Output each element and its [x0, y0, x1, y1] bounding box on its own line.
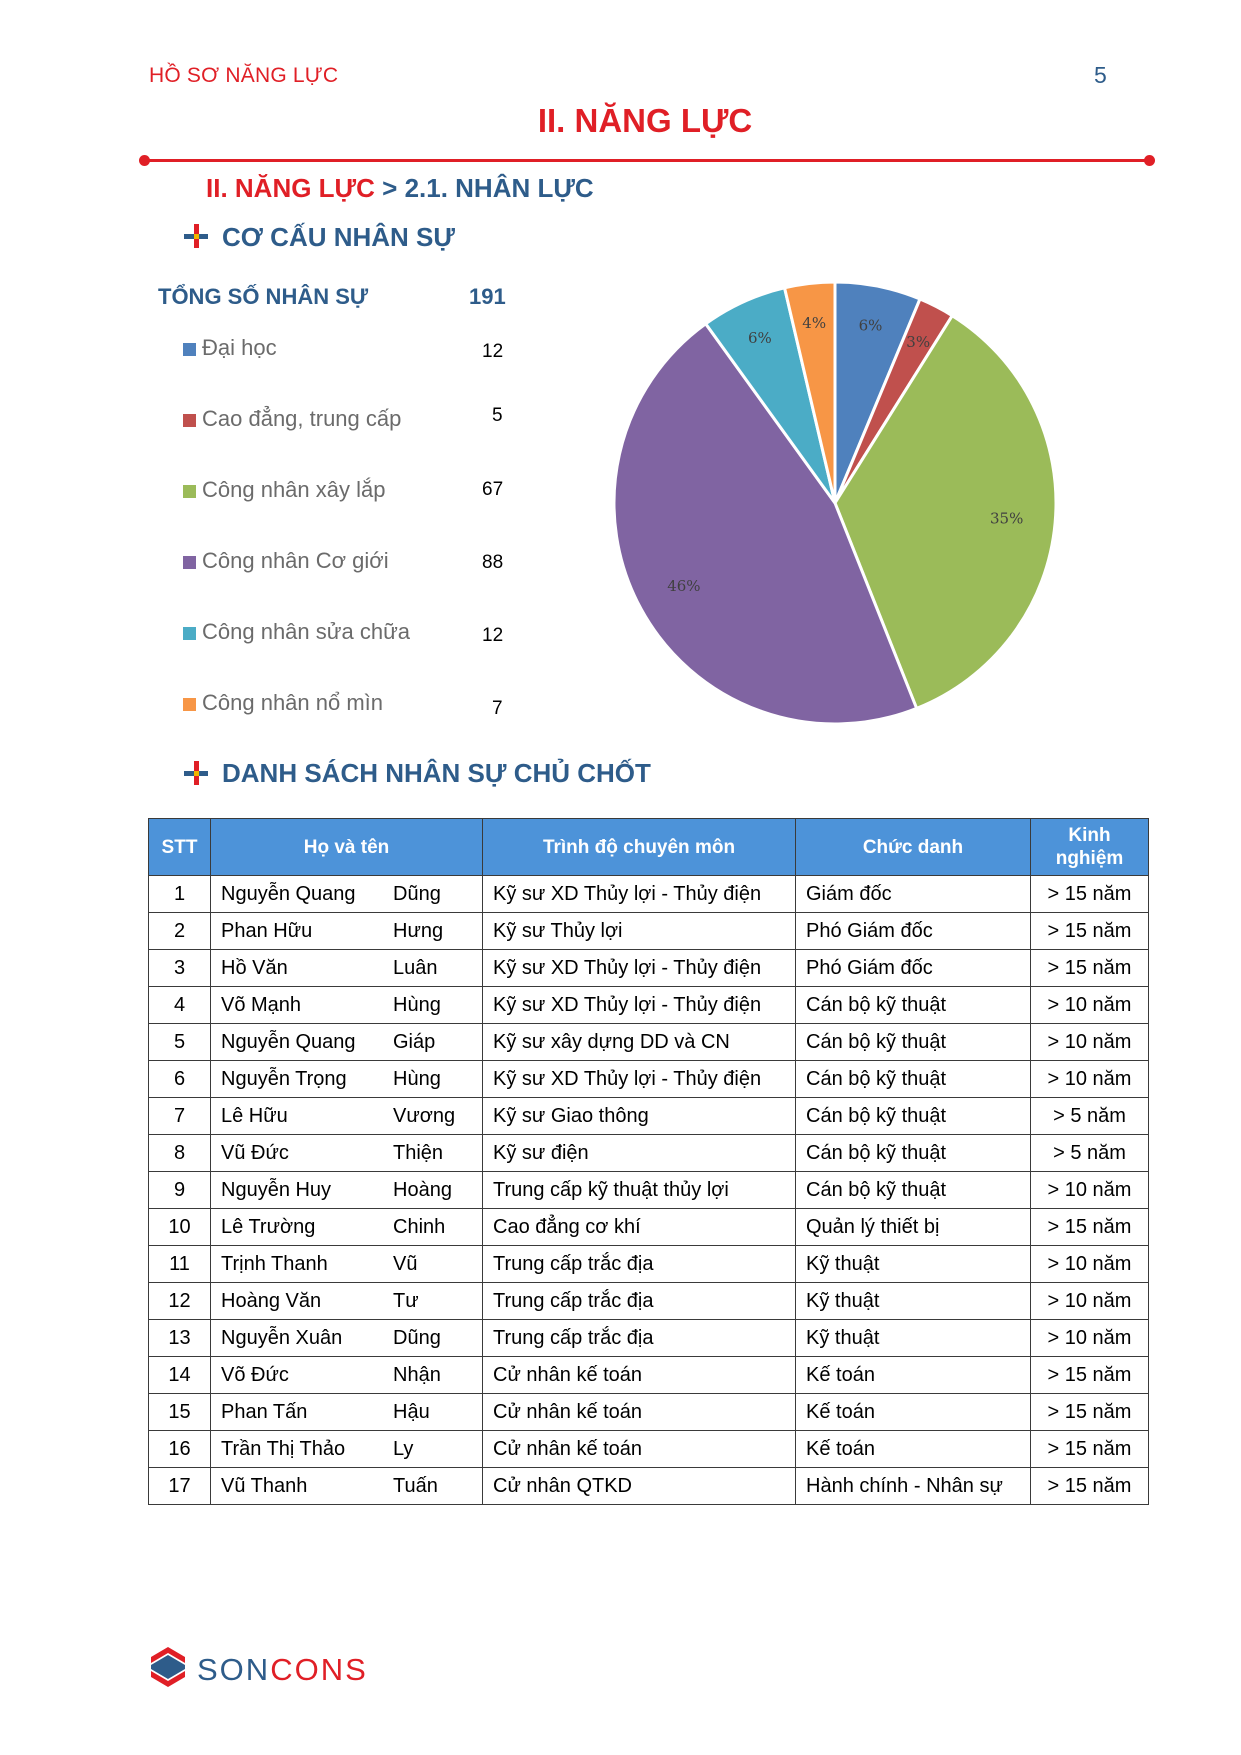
- legend-swatch: [183, 343, 196, 356]
- legend-swatch: [183, 485, 196, 498]
- name-first: Nguyễn Trọng: [221, 1067, 347, 1090]
- column-header: Trình độ chuyên môn: [483, 819, 796, 876]
- table-row: [149, 1394, 1149, 1431]
- cell-experience: > 5 năm: [1031, 1135, 1149, 1172]
- cell-qualification: Cử nhân kế toán: [483, 1431, 796, 1468]
- table-row: [149, 913, 1149, 950]
- soncons-logo-icon: [149, 1645, 187, 1689]
- name-last: Luân: [393, 956, 438, 979]
- legend-count: 12: [482, 341, 504, 362]
- cell-stt: 3: [149, 950, 211, 987]
- structure-heading: CƠ CẤU NHÂN SỰ: [222, 222, 455, 252]
- cell-title: Cán bộ kỹ thuật: [796, 1172, 1031, 1209]
- cell-stt: 8: [149, 1135, 211, 1172]
- cell-name: [211, 876, 483, 913]
- total-staff-value: 191: [469, 284, 506, 309]
- cell-experience: > 10 năm: [1031, 987, 1149, 1024]
- cell-qualification: Kỹ sư XD Thủy lợi - Thủy điện: [483, 1061, 796, 1098]
- section-bullet-icon: [184, 761, 208, 785]
- name-first: Lê Trường: [221, 1215, 316, 1238]
- cell-qualification: Cử nhân kế toán: [483, 1357, 796, 1394]
- rule-right-dot: [1144, 155, 1155, 166]
- table-row: [149, 1209, 1149, 1246]
- name-last: Dũng: [393, 1326, 441, 1349]
- table-row: [149, 1061, 1149, 1098]
- cell-title: Cán bộ kỹ thuật: [796, 987, 1031, 1024]
- cell-experience: > 10 năm: [1031, 1024, 1149, 1061]
- legend-label: Đại học: [202, 335, 277, 360]
- name-first: Lê Hữu: [221, 1104, 288, 1127]
- cell-qualification: Kỹ sư XD Thủy lợi - Thủy điện: [483, 987, 796, 1024]
- breadcrumb-section: II. NĂNG LỰC: [206, 173, 375, 203]
- cell-name: [211, 1135, 483, 1172]
- name-first: Hoàng Văn: [221, 1289, 322, 1312]
- name-first: Vũ Đức: [221, 1141, 289, 1164]
- soncons-logo-text: [197, 1652, 368, 1688]
- cell-title: Cán bộ kỹ thuật: [796, 1024, 1031, 1061]
- column-header: Họ và tên: [211, 819, 483, 876]
- cell-title: Kế toán: [796, 1357, 1031, 1394]
- cell-experience: > 10 năm: [1031, 1320, 1149, 1357]
- cell-name: [211, 1283, 483, 1320]
- pie-data-label: 3%: [906, 333, 931, 352]
- table-header-row: [149, 819, 1149, 876]
- legend-label: Công nhân xây lắp: [202, 477, 386, 502]
- cell-title: Kỹ thuật: [796, 1246, 1031, 1283]
- total-staff-label: TỔNG SỐ NHÂN SỰ: [158, 284, 369, 309]
- cell-qualification: Kỹ sư Giao thông: [483, 1098, 796, 1135]
- cell-qualification: Kỹ sư xây dựng DD và CN: [483, 1024, 796, 1061]
- table-row: [149, 987, 1149, 1024]
- legend-count: 12: [482, 625, 504, 646]
- cell-stt: 16: [149, 1431, 211, 1468]
- cell-stt: 12: [149, 1283, 211, 1320]
- breadcrumb-subsection: 2.1. NHÂN LỰC: [404, 173, 594, 203]
- cell-stt: 9: [149, 1172, 211, 1209]
- cell-qualification: Kỹ sư điện: [483, 1135, 796, 1172]
- name-last: Hưng: [393, 919, 444, 942]
- cell-stt: 1: [149, 876, 211, 913]
- cell-stt: 11: [149, 1246, 211, 1283]
- name-last: Hùng: [393, 1067, 441, 1090]
- legend-count: 67: [482, 479, 504, 500]
- cell-experience: > 15 năm: [1031, 1394, 1149, 1431]
- pie-data-label: 4%: [802, 313, 827, 332]
- legend-swatch: [183, 698, 196, 711]
- cell-name: [211, 1098, 483, 1135]
- name-last: Chinh: [393, 1215, 446, 1238]
- page-number: 5: [1094, 62, 1107, 88]
- cell-title: Kế toán: [796, 1431, 1031, 1468]
- table-row: [149, 1024, 1149, 1061]
- cell-name: [211, 987, 483, 1024]
- name-first: Võ Đức: [221, 1363, 289, 1386]
- page-title: II. NĂNG LỰC: [537, 102, 753, 139]
- cell-name: [211, 1061, 483, 1098]
- cell-stt: 17: [149, 1468, 211, 1505]
- cell-name: [211, 913, 483, 950]
- cell-experience: > 15 năm: [1031, 1431, 1149, 1468]
- cell-stt: 10: [149, 1209, 211, 1246]
- logo-text-son: SON: [197, 1652, 271, 1687]
- cell-name: [211, 1024, 483, 1061]
- pie-data-label: 46%: [667, 576, 701, 595]
- cell-qualification: Cử nhân kế toán: [483, 1394, 796, 1431]
- cell-qualification: Trung cấp trắc địa: [483, 1320, 796, 1357]
- cell-title: Phó Giám đốc: [796, 950, 1031, 987]
- name-first: Hồ Văn: [221, 956, 288, 979]
- legend-swatch: [183, 627, 196, 640]
- logo-text-cons: CONS: [270, 1652, 368, 1687]
- cell-experience: > 15 năm: [1031, 1357, 1149, 1394]
- cell-title: Cán bộ kỹ thuật: [796, 1135, 1031, 1172]
- cell-qualification: Cử nhân QTKD: [483, 1468, 796, 1505]
- legend-count: 5: [492, 405, 503, 426]
- name-last: Dũng: [393, 882, 441, 905]
- cell-name: [211, 1394, 483, 1431]
- cell-title: Kế toán: [796, 1394, 1031, 1431]
- staff-pie-chart: [600, 268, 1070, 738]
- document-label: HỒ SƠ NĂNG LỰC: [149, 64, 339, 87]
- cell-qualification: Kỹ sư XD Thủy lợi - Thủy điện: [483, 876, 796, 913]
- name-last: Hoàng: [393, 1178, 452, 1201]
- name-last: Tuấn: [393, 1474, 438, 1497]
- cell-name: [211, 1320, 483, 1357]
- name-last: Tư: [393, 1289, 419, 1312]
- cell-title: Cán bộ kỹ thuật: [796, 1098, 1031, 1135]
- legend-label: Công nhân nổ mìn: [202, 690, 384, 715]
- table-row: [149, 1320, 1149, 1357]
- name-last: Nhận: [393, 1363, 441, 1386]
- cell-name: [211, 1172, 483, 1209]
- cell-experience: > 10 năm: [1031, 1172, 1149, 1209]
- cell-qualification: Kỹ sư Thủy lợi: [483, 913, 796, 950]
- cell-qualification: Trung cấp kỹ thuật thủy lợi: [483, 1172, 796, 1209]
- cell-stt: 15: [149, 1394, 211, 1431]
- cell-experience: > 10 năm: [1031, 1061, 1149, 1098]
- legend-count: 88: [482, 552, 504, 573]
- pie-data-label: 35%: [990, 509, 1024, 528]
- name-last: Hậu: [393, 1400, 430, 1423]
- section-bullet-icon: [184, 224, 208, 248]
- legend-swatch: [183, 556, 196, 569]
- name-first: Phan Tấn: [221, 1400, 308, 1423]
- cell-experience: > 15 năm: [1031, 950, 1149, 987]
- key-staff-heading: DANH SÁCH NHÂN SỰ CHỦ CHỐT: [222, 758, 651, 788]
- name-first: Nguyễn Quang: [221, 882, 356, 905]
- name-last: Vương: [393, 1104, 456, 1127]
- cell-name: [211, 1357, 483, 1394]
- table-row: [149, 1468, 1149, 1505]
- table-row: [149, 1098, 1149, 1135]
- name-first: Nguyễn Quang: [221, 1030, 356, 1053]
- cell-stt: 6: [149, 1061, 211, 1098]
- table-row: [149, 1283, 1149, 1320]
- pie-data-label: 6%: [747, 329, 772, 348]
- legend-label: Cao đẳng, trung cấp: [202, 406, 402, 431]
- cell-stt: 7: [149, 1098, 211, 1135]
- cell-stt: 13: [149, 1320, 211, 1357]
- cell-name: [211, 950, 483, 987]
- table-row: [149, 1431, 1149, 1468]
- cell-name: [211, 1209, 483, 1246]
- table-row: [149, 1135, 1149, 1172]
- cell-title: Kỹ thuật: [796, 1320, 1031, 1357]
- column-header: Kinh nghiệm: [1031, 819, 1149, 876]
- name-first: Vũ Thanh: [221, 1474, 308, 1497]
- cell-stt: 14: [149, 1357, 211, 1394]
- table-row: [149, 1246, 1149, 1283]
- legend-swatch: [183, 414, 196, 427]
- name-first: Trịnh Thanh: [221, 1252, 328, 1275]
- cell-qualification: Cao đẳng cơ khí: [483, 1209, 796, 1246]
- cell-name: [211, 1246, 483, 1283]
- cell-experience: > 15 năm: [1031, 913, 1149, 950]
- cell-experience: > 15 năm: [1031, 876, 1149, 913]
- name-first: Phan Hữu: [221, 919, 313, 942]
- name-last: Thiện: [393, 1141, 444, 1164]
- cell-title: Cán bộ kỹ thuật: [796, 1061, 1031, 1098]
- cell-title: Quản lý thiết bị: [796, 1209, 1031, 1246]
- column-header: Chức danh: [796, 819, 1031, 876]
- pie-data-label: 6%: [858, 316, 883, 335]
- name-last: Ly: [393, 1437, 414, 1460]
- cell-title: Hành chính - Nhân sự: [796, 1468, 1031, 1505]
- cell-title: Giám đốc: [796, 876, 1031, 913]
- name-first: Võ Mạnh: [221, 993, 302, 1016]
- table-row: [149, 1357, 1149, 1394]
- legend-label: Công nhân sửa chữa: [202, 619, 411, 644]
- cell-qualification: Kỹ sư XD Thủy lợi - Thủy điện: [483, 950, 796, 987]
- name-last: Vũ: [393, 1252, 418, 1275]
- name-first: Nguyễn Huy: [221, 1178, 332, 1201]
- title-divider: [145, 159, 1150, 162]
- name-first: Nguyễn Xuân: [221, 1326, 343, 1349]
- breadcrumb-separator: >: [382, 173, 398, 203]
- name-last: Hùng: [393, 993, 441, 1016]
- cell-stt: 5: [149, 1024, 211, 1061]
- cell-name: [211, 1431, 483, 1468]
- column-header: STT: [149, 819, 211, 876]
- key-staff-table: [148, 818, 1149, 1505]
- cell-experience: > 15 năm: [1031, 1468, 1149, 1505]
- cell-experience: > 10 năm: [1031, 1283, 1149, 1320]
- cell-name: [211, 1468, 483, 1505]
- cell-stt: 4: [149, 987, 211, 1024]
- table-row: [149, 1172, 1149, 1209]
- cell-experience: > 15 năm: [1031, 1209, 1149, 1246]
- cell-title: Phó Giám đốc: [796, 913, 1031, 950]
- cell-experience: > 10 năm: [1031, 1246, 1149, 1283]
- cell-qualification: Trung cấp trắc địa: [483, 1283, 796, 1320]
- cell-title: Kỹ thuật: [796, 1283, 1031, 1320]
- cell-qualification: Trung cấp trắc địa: [483, 1246, 796, 1283]
- breadcrumb: [206, 173, 594, 204]
- legend-label: Công nhân Cơ giới: [202, 548, 389, 573]
- name-last: Giáp: [393, 1030, 436, 1053]
- table-row: [149, 876, 1149, 913]
- name-first: Trần Thị Thảo: [221, 1437, 346, 1460]
- legend-count: 7: [492, 698, 503, 719]
- table-row: [149, 950, 1149, 987]
- cell-stt: 2: [149, 913, 211, 950]
- cell-experience: > 5 năm: [1031, 1098, 1149, 1135]
